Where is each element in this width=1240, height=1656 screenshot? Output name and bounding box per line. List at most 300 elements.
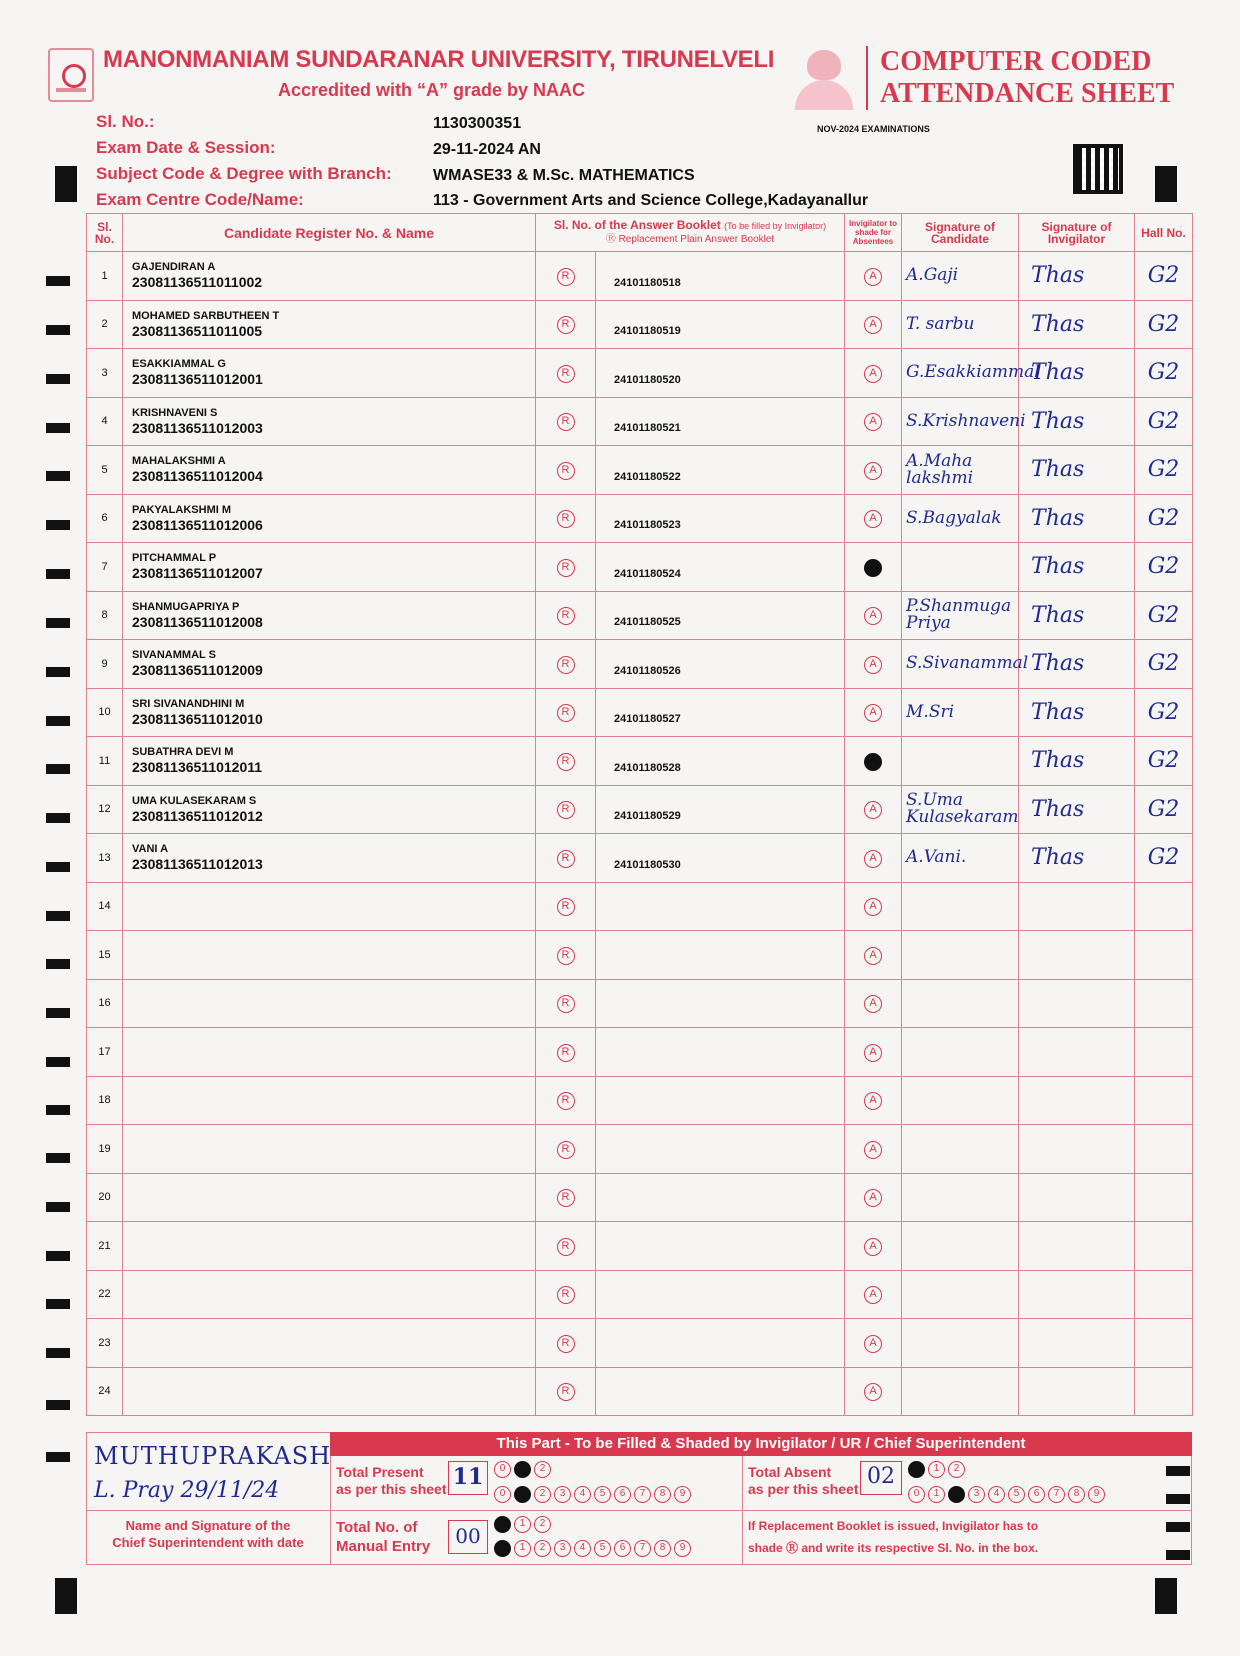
candidate-cell [123,1222,536,1271]
invigilator-signature[interactable] [1019,1367,1135,1416]
summary-banner: This Part - To be Filled & Shaded by Invigilator / UR / Chief Superintendent [330,1432,1192,1456]
absent-bubble[interactable]: A [864,316,882,334]
booklet-number[interactable]: 24101180529 [596,785,845,834]
timing-mark [46,911,70,921]
candidate-register-no: 23081136511011002 [132,274,263,291]
hall-number[interactable] [1135,931,1193,980]
digit-bubble[interactable]: 8 [654,1486,671,1503]
absent-cell [845,1270,902,1319]
replacement-bubble[interactable]: R [557,947,575,965]
candidate-signature[interactable] [902,1173,1019,1222]
digit-bubble[interactable]: 0 [494,1540,511,1557]
timing-mark [46,1400,70,1410]
absent-bubble[interactable]: A [864,1189,882,1207]
invigilator-signature[interactable] [1019,1125,1135,1174]
booklet-number[interactable]: 24101180524 [596,543,845,592]
replacement-bubble[interactable]: R [557,268,575,286]
replacement-cell [536,1125,596,1174]
candidate-signature[interactable] [902,543,1019,592]
candidate-signature[interactable] [902,979,1019,1028]
manual-entry-value: 00 [455,1524,481,1548]
table-row [87,931,1193,980]
invigilator-signature[interactable]: Thas [1019,446,1135,495]
candidate-cell [123,397,536,446]
digit-bubble[interactable]: 1 [928,1461,945,1478]
absent-bubble[interactable]: A [864,704,882,722]
candidate-cell [123,300,536,349]
booklet-number[interactable] [596,979,845,1028]
candidate-signature[interactable]: P.Shanmuga Priya [902,591,1019,640]
booklet-number[interactable] [596,1173,845,1222]
absent-cell [845,349,902,398]
invigilator-signature[interactable] [1019,1028,1135,1077]
hall-number[interactable] [1135,1319,1193,1368]
absent-bubble[interactable]: A [864,1383,882,1401]
invigilator-signature[interactable]: Thas [1019,688,1135,737]
invigilator-signature[interactable]: Thas [1019,591,1135,640]
digit-bubble[interactable]: 2 [534,1516,551,1533]
absent-bubble[interactable]: A [864,801,882,819]
replacement-bubble[interactable]: R [557,995,575,1013]
timing-mark [46,959,70,969]
candidate-register-no: 23081136511012007 [132,565,263,582]
subject-label: Subject Code & Degree with Branch: [96,164,392,183]
hall-number[interactable]: G2 [1135,688,1193,737]
candidate-signature[interactable] [902,1367,1019,1416]
header-booklet-note: (To be filled by Invigilator) [724,221,827,231]
table-header-row [87,214,1193,252]
candidate-register-no: 23081136511012006 [132,516,263,533]
hall-number[interactable] [1135,1173,1193,1222]
hall-number[interactable] [1135,1270,1193,1319]
candidate-name: MOHAMED SARBUTHEEN T [132,309,280,322]
replacement-bubble[interactable]: R [557,365,575,383]
total-absent-value: 02 [867,1464,895,1489]
row-sl: 8 [87,591,123,640]
candidate-register-no: 23081136511012008 [132,613,263,630]
candidate-signature[interactable]: A.Gaji [902,252,1019,301]
total-present-value: 11 [452,1464,484,1490]
booklet-number[interactable]: 24101180518 [596,252,845,301]
digit-bubble[interactable]: 4 [988,1486,1005,1503]
replacement-bubble[interactable]: R [557,898,575,916]
digit-bubble[interactable]: 8 [1068,1486,1085,1503]
digit-bubble[interactable]: 0 [494,1461,511,1478]
absent-bubble[interactable]: A [864,1286,882,1304]
timing-mark [46,1299,70,1309]
booklet-number[interactable] [596,931,845,980]
header-booklet-sub: Ⓡ Replacement Plain Answer Booklet [605,234,775,245]
hall-number[interactable] [1135,1125,1193,1174]
absent-bubble[interactable]: A [864,753,882,771]
replacement-cell [536,446,596,495]
digit-bubble[interactable]: 1 [514,1461,531,1478]
row-sl: 12 [87,785,123,834]
candidate-signature[interactable]: S.Krishnaveni [902,397,1019,446]
invigilator-signature[interactable]: Thas [1019,640,1135,689]
absent-bubble[interactable]: A [864,559,882,577]
hall-number[interactable]: G2 [1135,785,1193,834]
replacement-bubble[interactable]: R [557,1286,575,1304]
table-row [87,640,1193,689]
row-sl: 4 [87,397,123,446]
timing-mark [46,1202,70,1212]
booklet-number[interactable]: 24101180525 [596,591,845,640]
replacement-bubble[interactable]: R [557,1044,575,1062]
invigilator-signature[interactable] [1019,979,1135,1028]
candidate-name: UMA KULASEKARAM S [132,794,257,807]
hall-number[interactable] [1135,882,1193,931]
hall-number[interactable]: G2 [1135,397,1193,446]
hall-number[interactable]: G2 [1135,446,1193,495]
absent-cell [845,1028,902,1077]
booklet-number[interactable] [596,1125,845,1174]
booklet-number[interactable]: 24101180528 [596,737,845,786]
table-row [87,1125,1193,1174]
header-candidate-signature: Signature of Candidate [902,214,1019,252]
booklet-number[interactable]: 24101180520 [596,349,845,398]
absent-units-bubbles[interactable] [908,1486,1108,1504]
candidate-cell [123,785,536,834]
header-absent: Invigilator to shade for Absentees [845,214,902,252]
replacement-bubble[interactable]: R [557,850,575,868]
candidate-cell [123,252,536,301]
absent-cell [845,591,902,640]
hall-number[interactable] [1135,1028,1193,1077]
booklet-number[interactable]: 24101180522 [596,446,845,495]
hall-number[interactable]: G2 [1135,494,1193,543]
digit-bubble[interactable]: 5 [1008,1486,1025,1503]
replacement-cell [536,1173,596,1222]
booklet-number[interactable] [596,1367,845,1416]
candidate-register-no: 23081136511012004 [132,468,263,485]
replacement-bubble[interactable]: R [557,1092,575,1110]
invigilator-signature[interactable] [1019,1173,1135,1222]
digit-bubble[interactable]: 5 [594,1486,611,1503]
table-row [87,1173,1193,1222]
absent-bubble[interactable]: A [864,1044,882,1062]
manual-entry-label-2: Manual Entry [336,1538,431,1555]
timing-mark [46,618,70,628]
replacement-cell [536,1076,596,1125]
candidate-signature[interactable] [902,1319,1019,1368]
hall-number[interactable] [1135,1222,1193,1271]
manual-entry-box[interactable] [448,1520,488,1554]
replacement-cell [536,349,596,398]
candidate-cell [123,1367,536,1416]
table-row [87,349,1193,398]
timing-mark [46,1057,70,1067]
hall-number[interactable]: G2 [1135,543,1193,592]
total-absent-box[interactable] [860,1461,902,1495]
candidate-signature[interactable] [902,931,1019,980]
replacement-cell [536,882,596,931]
row-sl: 7 [87,543,123,592]
replacement-bubble[interactable]: R [557,1189,575,1207]
booklet-number[interactable] [596,1319,845,1368]
replacement-cell [536,688,596,737]
digit-bubble[interactable]: 2 [534,1461,551,1478]
absent-bubble[interactable]: A [864,995,882,1013]
absent-bubble[interactable]: A [864,1238,882,1256]
chief-label-line-1: Name and Signature of the [125,1518,291,1533]
replacement-bubble[interactable]: R [557,413,575,431]
invigilator-signature[interactable]: Thas [1019,737,1135,786]
table-row [87,785,1193,834]
replacement-bubble[interactable]: R [557,753,575,771]
row-sl: 23 [87,1319,123,1368]
replacement-bubble[interactable]: R [557,1238,575,1256]
digit-bubble[interactable]: 8 [654,1540,671,1557]
timing-mark [46,1008,70,1018]
invigilator-signature[interactable]: Thas [1019,785,1135,834]
table-row [87,1319,1193,1368]
booklet-number[interactable] [596,1222,845,1271]
row-sl: 21 [87,1222,123,1271]
manual-units-bubbles[interactable] [494,1540,694,1558]
booklet-number[interactable]: 24101180526 [596,640,845,689]
absent-cell [845,834,902,883]
qr-code [1073,144,1123,194]
sheet-title-line-2: ATTENDANCE SHEET [880,78,1175,109]
candidate-signature[interactable] [902,1028,1019,1077]
booklet-number[interactable]: 24101180523 [596,494,845,543]
hall-number[interactable]: G2 [1135,834,1193,883]
absent-bubble[interactable]: A [864,607,882,625]
manual-entry-label [336,1518,430,1556]
replacement-cell [536,591,596,640]
replacement-bubble[interactable]: R [557,656,575,674]
row-sl: 10 [87,688,123,737]
digit-bubble[interactable]: 3 [554,1486,571,1503]
row-sl: 2 [87,300,123,349]
candidate-signature[interactable]: S.Bagyalak [902,494,1019,543]
digit-bubble[interactable]: 1 [514,1540,531,1557]
invigilator-signature[interactable]: Thas [1019,300,1135,349]
table-row [87,1367,1193,1416]
absent-tens-bubbles[interactable] [908,1461,968,1479]
present-tens-bubbles[interactable] [494,1461,554,1479]
table-row [87,1222,1193,1271]
header-candidate: Candidate Register No. & Name [123,214,536,252]
absent-bubble[interactable]: A [864,656,882,674]
hall-number[interactable]: G2 [1135,252,1193,301]
candidate-name: ESAKKIAMMAL G [132,358,226,371]
candidate-signature[interactable] [902,737,1019,786]
digit-bubble[interactable]: 1 [514,1516,531,1533]
replacement-bubble[interactable]: R [557,1383,575,1401]
hall-number[interactable]: G2 [1135,737,1193,786]
replacement-cell [536,1222,596,1271]
total-present-label-2: as per this sheet [336,1481,447,1497]
invigilator-signature[interactable] [1019,1270,1135,1319]
timing-mark [46,325,70,335]
digit-bubble[interactable]: 9 [674,1486,691,1503]
booklet-number[interactable] [596,1076,845,1125]
invigilator-signature[interactable]: Thas [1019,397,1135,446]
replacement-cell [536,640,596,689]
digit-bubble[interactable]: 0 [908,1461,925,1478]
hall-number[interactable]: G2 [1135,591,1193,640]
absent-bubble[interactable]: A [864,1092,882,1110]
digit-bubble[interactable]: 2 [534,1540,551,1557]
candidate-cell [123,591,536,640]
table-row [87,1028,1193,1077]
booklet-number[interactable] [596,1270,845,1319]
absent-cell [845,1319,902,1368]
invigilator-signature[interactable]: Thas [1019,834,1135,883]
booklet-number[interactable]: 24101180530 [596,834,845,883]
replacement-bubble[interactable]: R [557,704,575,722]
timing-mark [46,423,70,433]
invigilator-signature[interactable]: Thas [1019,494,1135,543]
hall-number[interactable]: G2 [1135,349,1193,398]
table-row [87,494,1193,543]
replacement-cell [536,397,596,446]
candidate-signature[interactable]: A.Maha lakshmi [902,446,1019,495]
exam-date-label: Exam Date & Session: [96,138,276,157]
replacement-bubble[interactable]: R [557,607,575,625]
total-present-box[interactable] [448,1461,488,1495]
absent-cell [845,785,902,834]
timing-mark [46,276,70,286]
timing-mark [46,764,70,774]
hall-number[interactable]: G2 [1135,640,1193,689]
candidate-signature[interactable] [902,1270,1019,1319]
candidate-signature[interactable] [902,1222,1019,1271]
digit-bubble[interactable]: 4 [574,1486,591,1503]
candidate-signature[interactable]: S.Sivanammal [902,640,1019,689]
digit-bubble[interactable]: 3 [968,1486,985,1503]
digit-bubble[interactable]: 9 [674,1540,691,1557]
candidate-signature[interactable] [902,1125,1019,1174]
hall-number[interactable] [1135,1076,1193,1125]
absent-bubble[interactable]: A [864,947,882,965]
digit-bubble[interactable]: 1 [514,1486,531,1503]
replacement-bubble[interactable]: R [557,510,575,528]
booklet-number[interactable] [596,882,845,931]
digit-bubble[interactable]: 6 [614,1540,631,1557]
present-units-bubbles[interactable] [494,1486,694,1504]
absent-bubble[interactable]: A [864,898,882,916]
replacement-bubble[interactable]: R [557,316,575,334]
booklet-number[interactable] [596,1028,845,1077]
booklet-number[interactable]: 24101180519 [596,300,845,349]
invigilator-signature[interactable]: Thas [1019,349,1135,398]
candidate-register-no: 23081136511012011 [132,759,263,776]
manual-entry-label-1: Total No. of [336,1519,418,1536]
timing-mark [46,1105,70,1115]
booklet-number[interactable]: 24101180527 [596,688,845,737]
candidate-cell [123,931,536,980]
digit-bubble[interactable]: 4 [574,1540,591,1557]
absent-cell [845,1367,902,1416]
absent-bubble[interactable]: A [864,1335,882,1353]
absent-bubble[interactable]: A [864,1141,882,1159]
digit-bubble[interactable]: 2 [948,1461,965,1478]
digit-bubble[interactable]: 0 [908,1486,925,1503]
replacement-bubble[interactable]: R [557,1335,575,1353]
invigilator-signature[interactable] [1019,1222,1135,1271]
table-row [87,397,1193,446]
sl-no-label: Sl. No.: [96,112,155,131]
invigilator-signature[interactable]: Thas [1019,252,1135,301]
hall-number[interactable]: G2 [1135,300,1193,349]
hall-number[interactable] [1135,979,1193,1028]
digit-bubble[interactable]: 0 [494,1486,511,1503]
invigilator-signature[interactable]: Thas [1019,543,1135,592]
absent-bubble[interactable]: A [864,268,882,286]
table-row [87,446,1193,495]
candidate-signature[interactable]: A.Vani. [902,834,1019,883]
replacement-bubble[interactable]: R [557,559,575,577]
replacement-bubble[interactable]: R [557,462,575,480]
replacement-cell [536,1028,596,1077]
candidate-name: SUBATHRA DEVI M [132,746,234,759]
invigilator-signature[interactable] [1019,1319,1135,1368]
candidate-signature[interactable] [902,1076,1019,1125]
absent-cell [845,252,902,301]
candidate-signature[interactable]: S.Uma Kulasekaram [902,785,1019,834]
absent-cell [845,1173,902,1222]
digit-bubble[interactable]: 6 [614,1486,631,1503]
timing-mark [46,471,70,481]
candidate-signature[interactable]: T. sarbu [902,300,1019,349]
absent-bubble[interactable]: A [864,850,882,868]
digit-bubble[interactable]: 3 [554,1540,571,1557]
digit-bubble[interactable]: 1 [928,1486,945,1503]
digit-bubble[interactable]: 7 [1048,1486,1065,1503]
digit-bubble[interactable]: 6 [1028,1486,1045,1503]
absent-cell [845,979,902,1028]
row-sl: 3 [87,349,123,398]
replacement-cell [536,543,596,592]
row-sl: 11 [87,737,123,786]
candidate-register-no: 23081136511012010 [132,710,263,727]
absent-bubble[interactable]: A [864,462,882,480]
absent-bubble[interactable]: A [864,510,882,528]
hall-number[interactable] [1135,1367,1193,1416]
row-sl: 20 [87,1173,123,1222]
replacement-bubble[interactable]: R [557,801,575,819]
digit-bubble[interactable]: 9 [1088,1486,1105,1503]
table-row [87,882,1193,931]
absent-bubble[interactable]: A [864,365,882,383]
digit-bubble[interactable]: 7 [634,1540,651,1557]
replacement-bubble[interactable]: R [557,1141,575,1159]
invigilator-signature[interactable] [1019,1076,1135,1125]
candidate-name: VANI A [132,843,169,856]
candidate-signature[interactable] [902,882,1019,931]
absent-bubble[interactable]: A [864,413,882,431]
total-absent-label-2: as per this sheet [748,1481,859,1497]
timing-mark [46,1251,70,1261]
candidate-signature[interactable]: G.Esakkiammal [902,349,1019,398]
digit-bubble[interactable]: 7 [634,1486,651,1503]
digit-bubble[interactable]: 0 [494,1516,511,1533]
invigilator-signature[interactable] [1019,931,1135,980]
invigilator-signature[interactable] [1019,882,1135,931]
digit-bubble[interactable]: 5 [594,1540,611,1557]
summary-divider-3 [86,1510,1192,1511]
booklet-number[interactable]: 24101180521 [596,397,845,446]
candidate-name: SIVANAMMAL S [132,649,216,662]
digit-bubble[interactable]: 2 [534,1486,551,1503]
digit-bubble[interactable]: 2 [948,1486,965,1503]
candidate-signature[interactable]: M.Sri [902,688,1019,737]
manual-tens-bubbles[interactable] [494,1516,554,1534]
candidate-register-no: 23081136511012013 [132,856,263,873]
